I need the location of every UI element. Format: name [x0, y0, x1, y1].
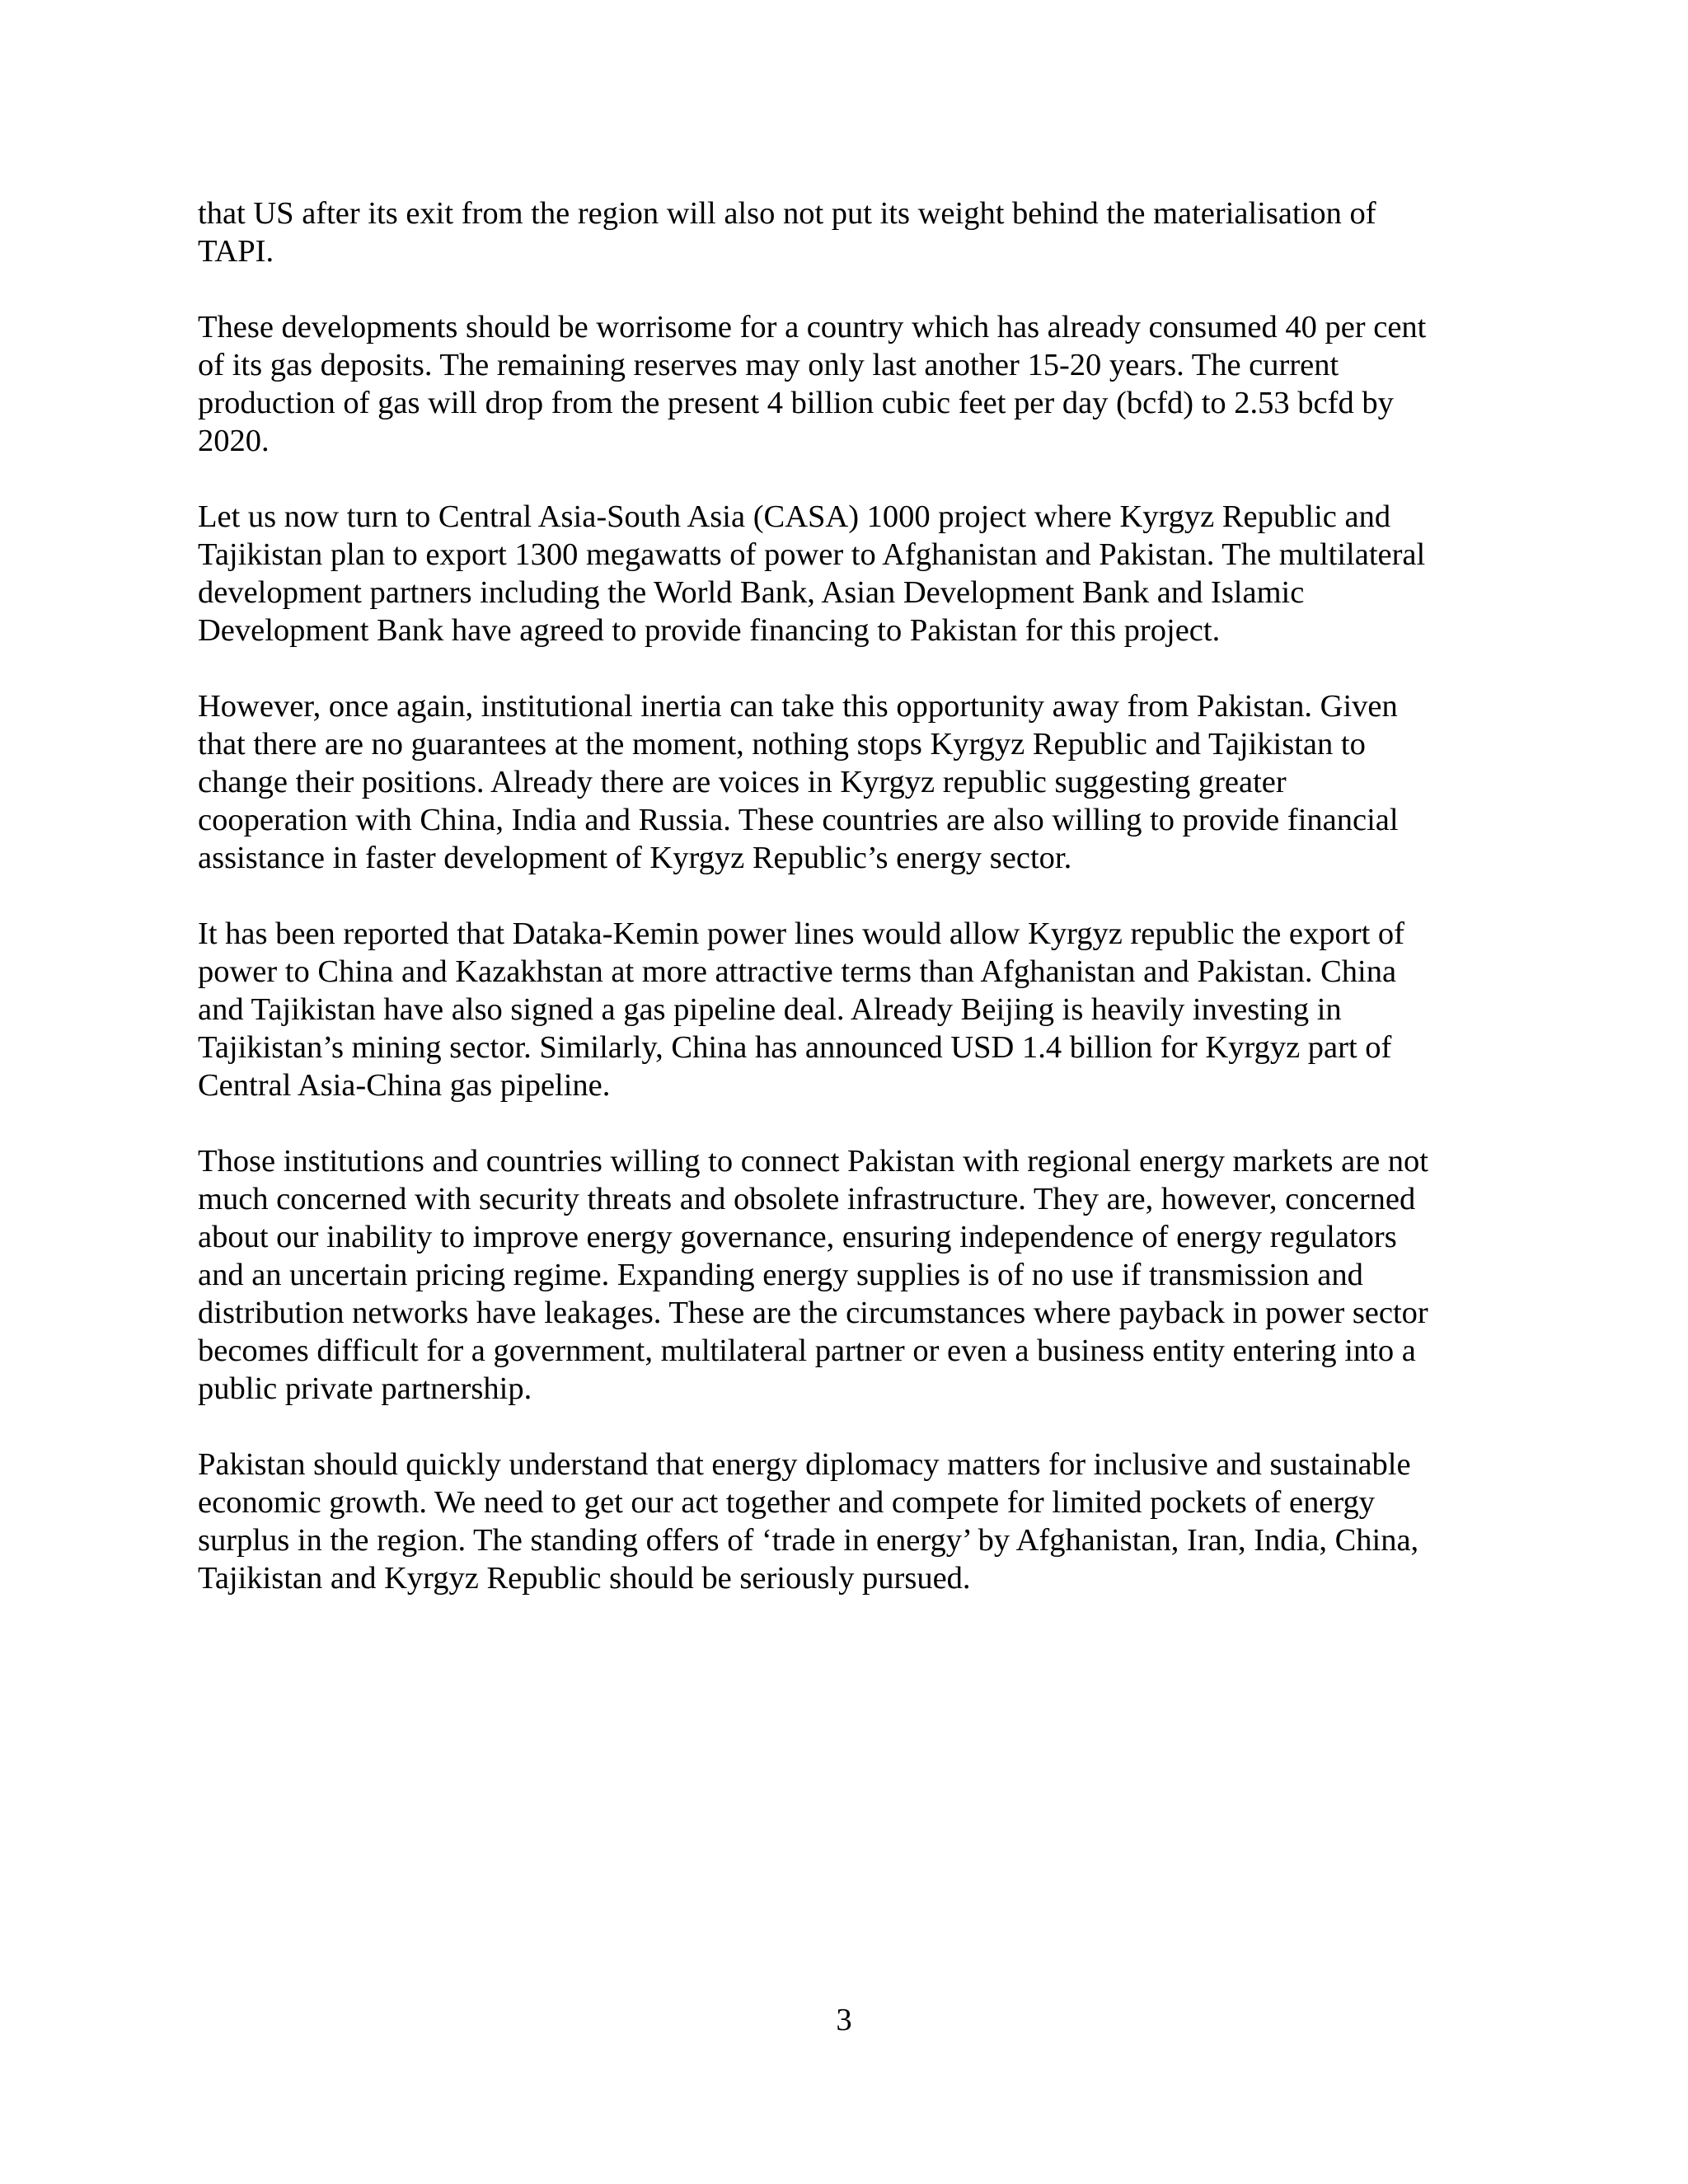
- paragraph: Those institutions and countries willing to connect Pakistan with regional energy markets are not much concerned with security threats and obsolete infrastructure. They are, however, concerned about our inability to improve energy governance, ensuring independence of energy regulators and an uncertain pricing regime. Expanding energy supplies is of no use if transmission and distribution networks have leakages. These are the circumstances where payback in power sector becomes difficult for a government, multilateral partner or even a business entity entering into a public private partnership.: [198, 1144, 1428, 1406]
- paragraph: Pakistan should quickly understand that energy diplomacy matters for inclusive and sustainable economic growth. We need to get our act together and compete for limited pockets of energy surplus in the region. The standing offers of ‘trade in energy’ by Afghanistan, Iran, India, China, Tajikistan and Kyrgyz Republic should be seriously pursued.: [198, 1447, 1419, 1596]
- paragraph: It has been reported that Dataka-Kemin power lines would allow Kyrgyz republic the export of power to China and Kazakhstan at more attractive terms than Afghanistan and Pakistan. China and Tajikistan have also signed a gas pipeline deal. Already Beijing is heavily investing in Tajikistan’s mining sector. Similarly, China has announced USD 1.4 billion for Kyrgyz part of Central Asia-China gas pipeline.: [198, 916, 1404, 1103]
- paragraph: These developments should be worrisome for a country which has already consumed 40 per cent of its gas deposits. The remaining reserves may only last another 15-20 years. The current production of gas will drop from the present 4 billion cubic feet per day (bcfd) to 2.53 bcfd by 2020.: [198, 310, 1427, 458]
- body-text: [198, 194, 1500, 1635]
- page-number: 3: [836, 2003, 852, 2037]
- paragraph: Let us now turn to Central Asia-South Asia (CASA) 1000 project where Kyrgyz Republic and Tajikistan plan to export 1300 megawatts of power to Afghanistan and Pakistan. The multilateral development partners including the World Bank, Asian Development Bank and Islamic Development Bank have agreed to provide financing to Pakistan for this project.: [198, 499, 1426, 648]
- paragraph: However, once again, institutional inertia can take this opportunity away from Pakistan. Given that there are no guarantees at the moment, nothing stops Kyrgyz Republic and Tajikistan to change their positions. Already there are voices in Kyrgyz republic suggesting greater cooperation with China, India and Russia. These countries are also willing to provide financial assistance in faster development of Kyrgyz Republic’s energy sector.: [198, 689, 1399, 875]
- paragraph: that US after its exit from the region will also not put its weight behind the materialisation of TAPI.: [198, 196, 1376, 269]
